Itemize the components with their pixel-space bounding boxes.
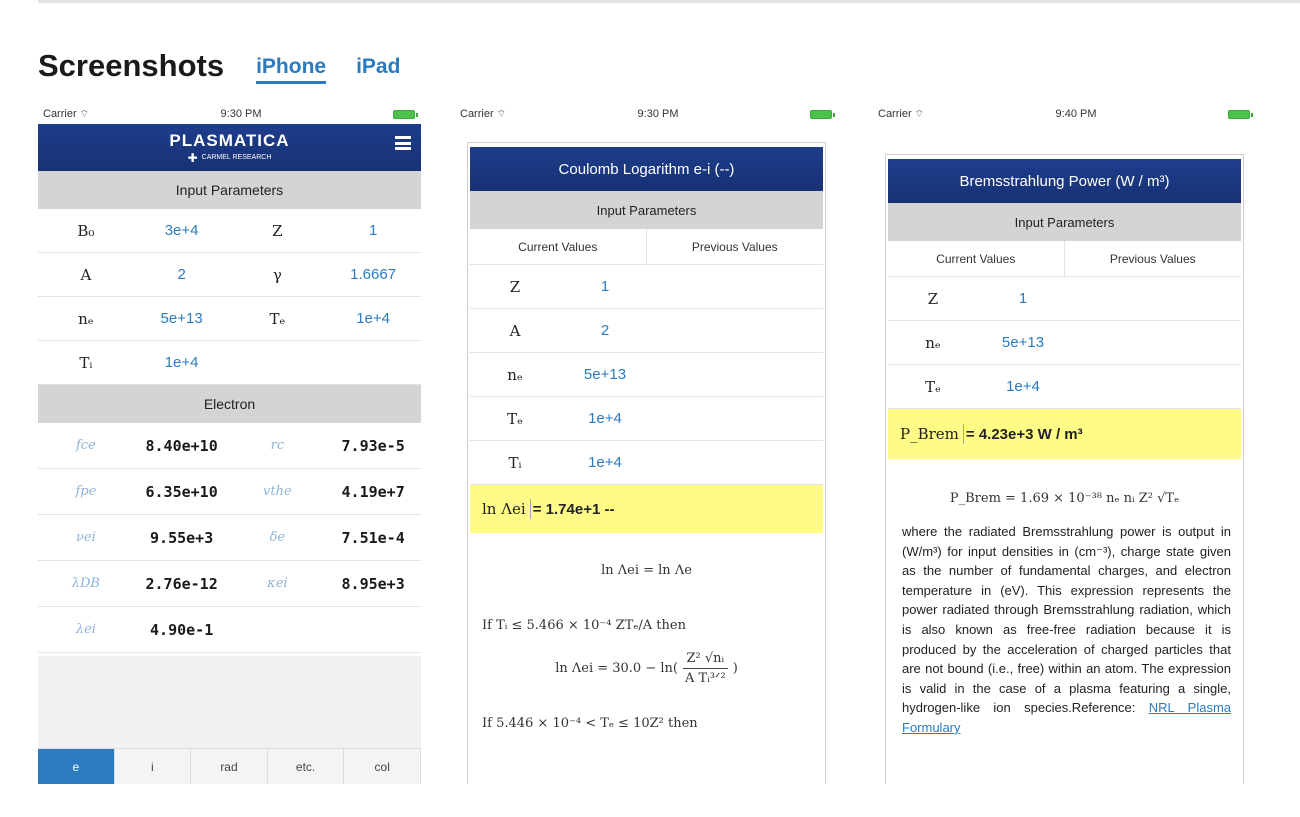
param-row: [470, 397, 823, 441]
param-value[interactable]: 1.6667: [350, 266, 397, 283]
carrier-label: Carrier: [878, 108, 912, 120]
param-symbol: Tₑ: [269, 309, 286, 328]
status-time: 9:40 PM: [1055, 108, 1097, 120]
param-symbol: nₑ: [78, 309, 94, 328]
electron-section-header: Electron: [38, 385, 421, 423]
equation-4: If 5.446 × 10⁻⁴ < Tₑ ≤ 10Z² then: [482, 716, 698, 731]
output-value: 9.55e+3: [150, 528, 214, 547]
hamburger-menu-icon[interactable]: [395, 136, 411, 150]
param-symbol: Z: [509, 277, 521, 296]
equation-1: ln Λei = ln Λe: [601, 563, 692, 578]
fraction-denominator: A Tᵢ³ᐟ²: [684, 671, 726, 686]
param-symbol: Tᵢ: [508, 453, 522, 472]
output-row: [38, 515, 421, 561]
input-row: [38, 253, 421, 297]
result-row: [470, 485, 823, 533]
tab-iphone[interactable]: iPhone: [256, 55, 326, 84]
output-symbol[interactable]: fpe: [75, 484, 97, 499]
current-values-tab[interactable]: Current Values: [888, 241, 1065, 276]
param-row: [888, 321, 1241, 365]
param-value[interactable]: 1: [368, 222, 378, 239]
output-symbol[interactable]: fce: [75, 438, 96, 453]
param-row: [888, 277, 1241, 321]
output-value: 2.76e-12: [145, 574, 218, 593]
status-bar: [455, 104, 838, 124]
param-symbol: Z: [927, 289, 939, 308]
previous-values-tab[interactable]: Previous Values: [1109, 251, 1196, 266]
output-value: 8.95e+3: [341, 574, 405, 593]
input-parameters-header: Input Parameters: [38, 171, 421, 209]
battery-icon: [1228, 110, 1250, 119]
param-value[interactable]: 1e+4: [588, 454, 622, 471]
status-time: 9:30 PM: [637, 108, 679, 120]
param-symbol: A: [80, 265, 92, 284]
input-row: [38, 209, 421, 253]
equation-3-fraction: [681, 651, 730, 686]
description-text: [886, 522, 1243, 738]
screenshot-1[interactable]: [38, 104, 421, 784]
status-bar: [873, 104, 1256, 124]
param-value[interactable]: 5e+13: [583, 366, 627, 383]
description-body: where the radiated Bremsstrahlung power is output in (W/m³) for input densities in (cm⁻³), charge state given as the number of fundamental charges, and electron temperature in (eV). This expression represents the power radiated through Bremsstrahlung radiation, which is also known as free-free radiation because it is produced by the acceleration of charged particles that are not bound (i.e., free) within an atom. The expression is valid in the case of a plasma featuring a single, hydrogen-like ion species.Reference:: [902, 524, 1231, 716]
equation-3-rhs: ): [732, 661, 738, 676]
param-symbol: A: [509, 321, 521, 340]
card-title: Bremsstrahlung Power (W / m³): [888, 159, 1241, 203]
screenshot-3[interactable]: [873, 104, 1256, 784]
battery-icon: [393, 110, 415, 119]
output-symbol[interactable]: vthe: [263, 484, 292, 499]
bottom-tab-0[interactable]: e: [38, 749, 115, 784]
status-bar: [38, 104, 421, 124]
param-value[interactable]: 2: [177, 266, 186, 283]
output-row: [38, 561, 421, 607]
output-symbol[interactable]: rc: [270, 438, 285, 453]
result-symbol: P_Brem: [900, 425, 959, 443]
input-row: [38, 297, 421, 341]
result-row: [888, 409, 1241, 459]
output-value: 4.90e-1: [150, 620, 214, 639]
fraction-numerator: Z² √nᵢ: [683, 651, 729, 669]
output-value: 4.19e+7: [341, 482, 405, 501]
equation-3: [468, 651, 825, 686]
bottom-tab-1[interactable]: i: [115, 749, 192, 784]
status-time: 9:30 PM: [220, 108, 262, 120]
result-symbol: ln Λei: [482, 500, 526, 518]
param-symbol: Tₑ: [925, 377, 941, 396]
calculator-card: [885, 154, 1244, 784]
previous-values-tab[interactable]: Previous Values: [691, 239, 778, 254]
values-column-header: [470, 229, 823, 265]
equation-2: If Tᵢ ≤ 5.466 × 10⁻⁴ ZTₑ/A then: [482, 618, 686, 633]
bottom-tab-bar: [38, 748, 421, 784]
logo-sub-text: CARMEL RESEARCH: [201, 154, 272, 161]
app-navbar: [38, 124, 421, 171]
param-symbol: Tₑ: [507, 409, 523, 428]
output-row: [38, 469, 421, 515]
app-logo: [169, 132, 289, 164]
page-title: Screenshots: [38, 48, 225, 83]
formula: P_Brem = 1.69 × 10⁻³⁸ nₑ nᵢ Z² √Tₑ: [949, 491, 1180, 506]
equation-3-lhs: ln Λei = 30.0 − ln(: [555, 661, 678, 676]
card-title: Coulomb Logarithm e-i (--): [470, 147, 823, 191]
carrier-label: Carrier: [43, 108, 77, 120]
output-symbol[interactable]: λei: [75, 622, 96, 637]
output-value: 7.93e-5: [341, 436, 405, 455]
param-value[interactable]: 1e+4: [356, 310, 391, 327]
wifi-icon: ⌔: [79, 108, 90, 120]
output-symbol[interactable]: κei: [267, 576, 288, 591]
reference-link[interactable]: NRL Plasma Formulary: [902, 700, 1231, 735]
output-row: [38, 423, 421, 469]
param-value[interactable]: 1e+4: [164, 354, 199, 371]
output-value: 6.35e+10: [145, 482, 218, 501]
output-symbol[interactable]: λDB: [71, 576, 100, 591]
values-column-header: [888, 241, 1241, 277]
wifi-icon: ⌔: [914, 108, 925, 120]
carrier-label: Carrier: [460, 108, 494, 120]
tab-ipad[interactable]: iPad: [356, 55, 401, 78]
param-value[interactable]: 5e+13: [1001, 334, 1045, 351]
result-value: = 1.74e+1 --: [532, 500, 615, 518]
param-row: [470, 265, 823, 309]
param-value[interactable]: 1: [600, 278, 610, 295]
logo-text: PLASMATICA: [169, 130, 290, 150]
logo-subtitle: [188, 152, 272, 164]
param-row: [470, 353, 823, 397]
param-value[interactable]: 1e+4: [588, 410, 622, 427]
wifi-icon: ⌔: [496, 108, 507, 120]
screenshot-2[interactable]: [455, 104, 838, 784]
bottom-tab-3[interactable]: etc.: [268, 749, 345, 784]
param-row: [470, 441, 823, 485]
param-symbol: B₀: [77, 221, 95, 240]
output-symbol[interactable]: νei: [75, 530, 96, 545]
param-value[interactable]: 1: [1018, 290, 1028, 307]
input-parameters-header: Input Parameters: [888, 203, 1241, 241]
result-value: = 4.23e+3 W / m³: [965, 425, 1083, 443]
param-symbol: Tᵢ: [79, 353, 93, 372]
param-value[interactable]: 2: [600, 322, 610, 339]
input-row: [38, 341, 421, 385]
bottom-tab-4[interactable]: col: [344, 749, 421, 784]
param-row: [888, 365, 1241, 409]
param-value[interactable]: 3e+4: [164, 222, 199, 239]
top-divider: [38, 0, 1300, 3]
output-row: [38, 607, 421, 653]
param-symbol: nₑ: [507, 365, 523, 384]
screenshots-header: [38, 36, 430, 84]
param-symbol: nₑ: [925, 333, 941, 352]
param-row: [470, 309, 823, 353]
input-parameters-header: Input Parameters: [470, 191, 823, 229]
battery-icon: [810, 110, 832, 119]
current-values-tab[interactable]: Current Values: [470, 229, 647, 264]
empty-area: [38, 656, 421, 748]
param-value[interactable]: 5e+13: [160, 310, 203, 327]
param-symbol: Z: [272, 221, 283, 240]
output-value: 8.40e+10: [145, 436, 218, 455]
bottom-tab-2[interactable]: rad: [191, 749, 268, 784]
cross-icon: ✚: [187, 150, 198, 165]
param-symbol: γ: [272, 265, 282, 284]
param-value[interactable]: 1e+4: [1006, 378, 1040, 395]
calculator-card: [467, 142, 826, 784]
output-symbol[interactable]: δe: [269, 530, 286, 545]
output-value: 7.51e-4: [341, 528, 405, 547]
